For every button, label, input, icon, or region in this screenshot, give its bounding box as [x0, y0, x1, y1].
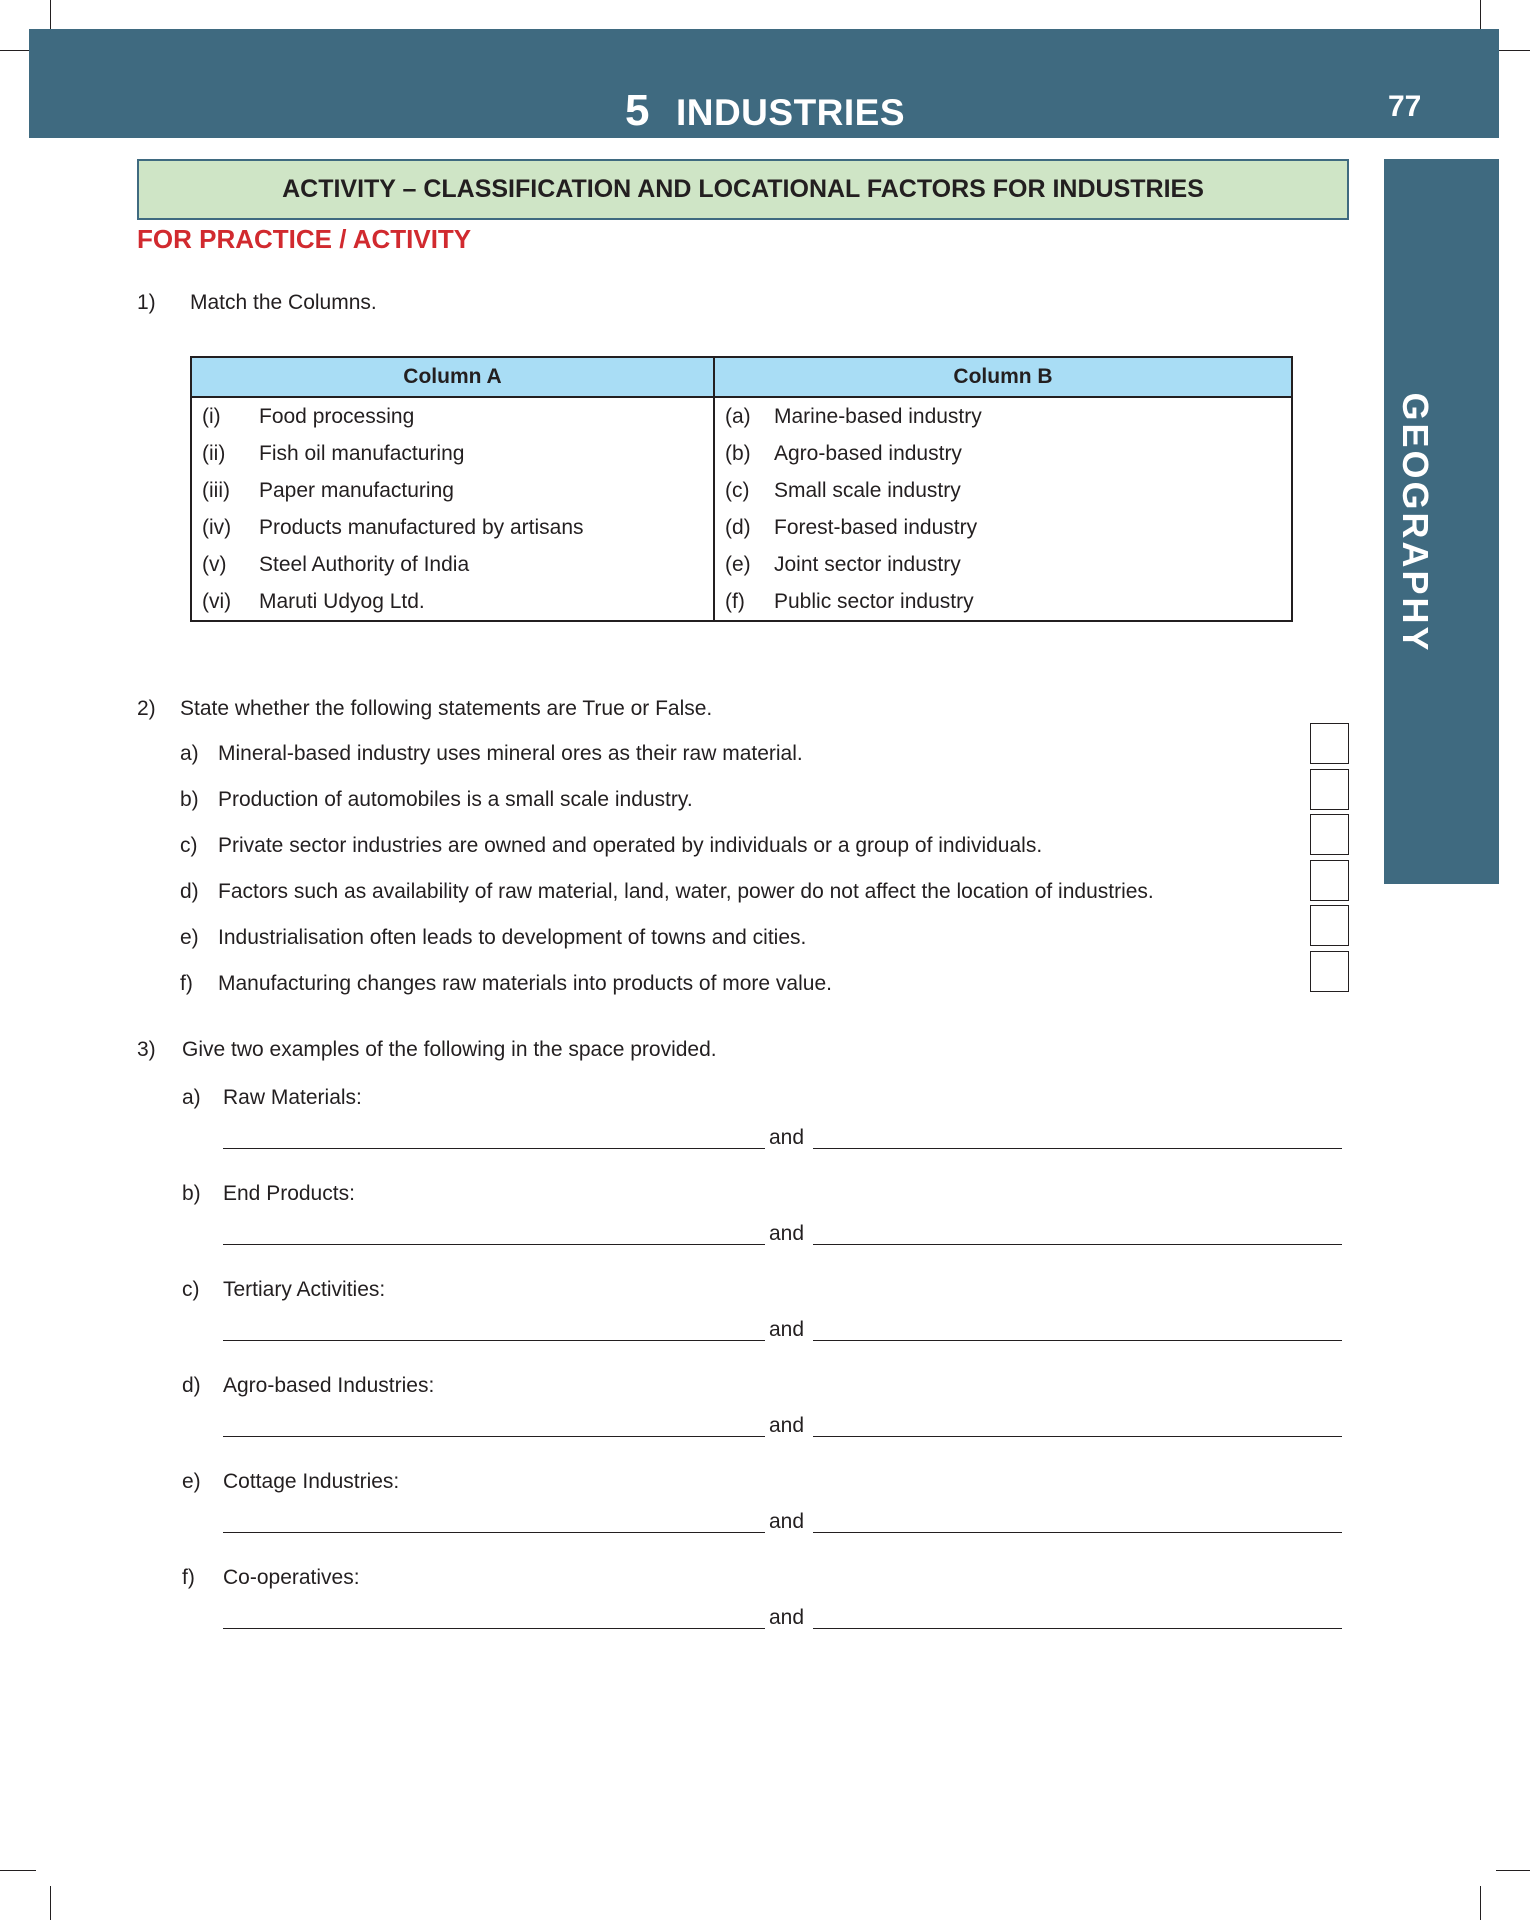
example-item-text: Tertiary Activities: [223, 1278, 386, 1301]
answer-blank-1[interactable] [223, 1340, 765, 1341]
column-a-cell [191, 509, 714, 546]
column-b-letter: (b) [725, 441, 751, 465]
tf-item-text: Factors such as availability of raw material, land, water, power do not affect the location of industries. [218, 880, 1154, 903]
answer-blank-2[interactable] [813, 1532, 1342, 1533]
tf-answer-box[interactable] [1310, 951, 1349, 992]
example-item-label: b) [182, 1182, 201, 1205]
page-number: 77 [1388, 90, 1422, 123]
answer-blank-1[interactable] [223, 1532, 765, 1533]
tf-answer-box[interactable] [1310, 860, 1349, 901]
column-a-text: Fish oil manufacturing [259, 441, 465, 465]
section-heading: FOR PRACTICE / ACTIVITY [137, 224, 472, 254]
chapter-title [0, 86, 1530, 136]
example-item-label: a) [182, 1086, 201, 1109]
column-a-cell [191, 583, 714, 621]
column-b-cell [714, 435, 1292, 472]
chapter-name: INDUSTRIES [675, 92, 906, 133]
crop-mark [0, 1870, 36, 1871]
column-b-text: Small scale industry [774, 478, 961, 502]
table-row [191, 509, 1292, 546]
crop-mark [50, 0, 51, 30]
tf-answer-box[interactable] [1310, 905, 1349, 946]
column-b-cell [714, 546, 1292, 583]
and-connector: and [769, 1318, 805, 1341]
tf-item-text: Private sector industries are owned and operated by individuals or a group of individuals. [218, 834, 1043, 857]
chapter-number: 5 [624, 86, 650, 135]
tf-item-text: Manufacturing changes raw materials into products of more value. [218, 972, 832, 995]
column-b-cell [714, 397, 1292, 435]
tf-answer-box[interactable] [1310, 723, 1349, 764]
answer-blank-2[interactable] [813, 1148, 1342, 1149]
crop-mark [1496, 1870, 1530, 1871]
answer-blank-2[interactable] [813, 1436, 1342, 1437]
activity-title: ACTIVITY – CLASSIFICATION AND LOCATIONAL FACTORS FOR INDUSTRIES [137, 159, 1349, 220]
subject-label: GEOGRAPHY [1395, 392, 1436, 654]
column-a-number: (i) [202, 404, 221, 428]
tf-item-label: c) [180, 834, 198, 857]
column-a-number: (ii) [202, 441, 226, 465]
tf-item-text: Production of automobiles is a small scale industry. [218, 788, 693, 811]
q1-text: Match the Columns. [190, 291, 377, 314]
q3-number: 3) [137, 1038, 156, 1061]
answer-blank-1[interactable] [223, 1244, 765, 1245]
column-b-text: Agro-based industry [774, 441, 962, 465]
answer-blank-2[interactable] [813, 1340, 1342, 1341]
tf-answer-box[interactable] [1310, 814, 1349, 855]
q1-number: 1) [137, 291, 156, 314]
column-b-letter: (a) [725, 404, 751, 428]
example-item-label: e) [182, 1470, 201, 1493]
and-connector: and [769, 1510, 805, 1533]
answer-blank-2[interactable] [813, 1244, 1342, 1245]
column-b-cell [714, 583, 1292, 621]
tf-item-text: Industrialisation often leads to development of towns and cities. [218, 926, 807, 949]
tf-answer-box[interactable] [1310, 769, 1349, 810]
column-b-text: Joint sector industry [774, 552, 961, 576]
example-item-label: f) [182, 1566, 195, 1589]
column-a-text: Steel Authority of India [259, 552, 470, 576]
and-connector: and [769, 1606, 805, 1629]
crop-mark [50, 1886, 51, 1920]
answer-blank-1[interactable] [223, 1148, 765, 1149]
table-row [191, 546, 1292, 583]
crop-mark [1480, 0, 1481, 30]
column-a-header: Column A [191, 357, 714, 397]
q3-text: Give two examples of the following in the space provided. [182, 1038, 717, 1061]
example-item-text: Co-operatives: [223, 1566, 360, 1589]
tf-item-label: e) [180, 926, 199, 949]
column-a-text: Paper manufacturing [259, 478, 454, 502]
example-item-text: End Products: [223, 1182, 355, 1205]
q2-number: 2) [137, 697, 156, 720]
table-row [191, 583, 1292, 621]
tf-item-label: d) [180, 880, 199, 903]
column-b-cell [714, 472, 1292, 509]
table-row [191, 435, 1292, 472]
table-row [191, 397, 1292, 435]
example-item-text: Raw Materials: [223, 1086, 362, 1109]
column-b-text: Marine-based industry [774, 404, 982, 428]
column-a-text: Maruti Udyog Ltd. [259, 589, 425, 613]
column-b-letter: (c) [725, 478, 750, 502]
column-a-cell [191, 435, 714, 472]
answer-blank-1[interactable] [223, 1436, 765, 1437]
example-item-text: Cottage Industries: [223, 1470, 400, 1493]
q2-text: State whether the following statements are True or False. [180, 697, 713, 720]
tf-item-label: f) [180, 972, 193, 995]
column-a-cell [191, 472, 714, 509]
table-row [191, 472, 1292, 509]
match-table [190, 356, 1293, 622]
tf-item-label: a) [180, 742, 199, 765]
and-connector: and [769, 1126, 805, 1149]
column-b-letter: (e) [725, 552, 751, 576]
example-item-text: Agro-based Industries: [223, 1374, 435, 1397]
column-a-number: (v) [202, 552, 227, 576]
and-connector: and [769, 1414, 805, 1437]
column-a-number: (iv) [202, 515, 232, 539]
column-b-cell [714, 509, 1292, 546]
column-a-cell [191, 546, 714, 583]
column-b-text: Forest-based industry [774, 515, 978, 539]
column-a-number: (iii) [202, 478, 230, 502]
crop-mark [1480, 1886, 1481, 1920]
answer-blank-2[interactable] [813, 1628, 1342, 1629]
column-a-text: Products manufactured by artisans [259, 515, 584, 539]
column-a-number: (vi) [202, 589, 232, 613]
column-b-letter: (d) [725, 515, 751, 539]
tf-item-label: b) [180, 788, 199, 811]
column-b-text: Public sector industry [774, 589, 974, 613]
tf-item-text: Mineral-based industry uses mineral ores as their raw material. [218, 742, 803, 765]
example-item-label: c) [182, 1278, 200, 1301]
column-a-cell [191, 397, 714, 435]
column-a-text: Food processing [259, 404, 415, 428]
crop-mark [1496, 50, 1530, 51]
column-b-letter: (f) [725, 589, 745, 613]
example-item-label: d) [182, 1374, 201, 1397]
and-connector: and [769, 1222, 805, 1245]
column-b-header: Column B [714, 357, 1292, 397]
answer-blank-1[interactable] [223, 1628, 765, 1629]
